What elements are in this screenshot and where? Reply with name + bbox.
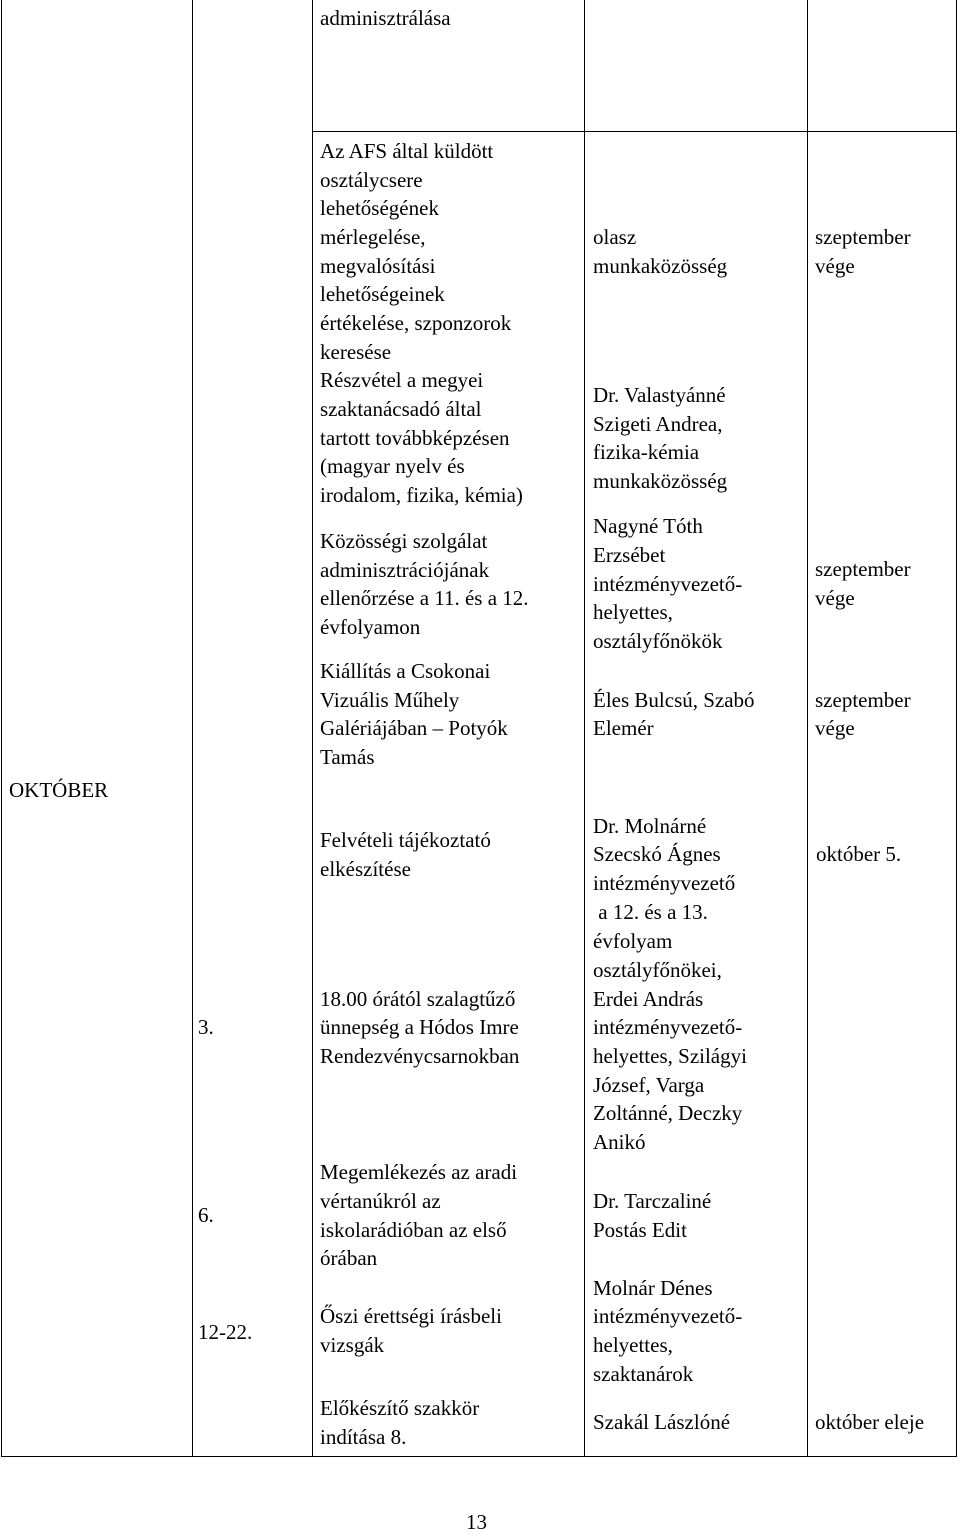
deadline-text: vége xyxy=(815,586,855,610)
task-text: Felvételi tájékoztató xyxy=(320,828,491,852)
responsible-text: Szecskó Ágnes xyxy=(593,842,721,866)
task-text: szaktanácsadó által xyxy=(320,397,482,421)
responsible-text: Szigeti Andrea, xyxy=(593,412,723,436)
responsible-text: helyettes, xyxy=(593,600,673,624)
responsible-text: Éles Bulcsú, Szabó xyxy=(593,688,755,712)
responsible-text: Postás Edit xyxy=(593,1218,687,1242)
task-text: Galériájában – Potyók xyxy=(320,716,508,740)
responsible-text: Elemér xyxy=(593,716,654,740)
responsible-text: József, Varga xyxy=(593,1073,705,1097)
column-divider-deadline xyxy=(807,0,808,1456)
month-label: OKTÓBER xyxy=(9,778,109,802)
column-divider-day xyxy=(192,0,193,1456)
responsible-text: Szakál Lászlóné xyxy=(593,1410,731,1434)
responsible-text: évfolyam xyxy=(593,929,673,953)
responsible-text: Nagyné Tóth xyxy=(593,514,703,538)
deadline-text: október 5. xyxy=(816,842,902,866)
responsible-text: helyettes, Szilágyi xyxy=(593,1044,747,1068)
responsible-text: helyettes, xyxy=(593,1333,673,1357)
responsible-text: Anikó xyxy=(593,1130,646,1154)
task-text: évfolyamon xyxy=(320,615,421,639)
task-text: Részvétel a megyei xyxy=(320,368,484,392)
task-text: lehetőségének xyxy=(320,196,439,220)
task-text: megvalósítási xyxy=(320,254,436,278)
task-text: Őszi érettségi írásbeli xyxy=(320,1304,502,1328)
task-text: Rendezvénycsarnokban xyxy=(320,1044,520,1068)
task-text: elkészítése xyxy=(320,857,411,881)
task-text: Kiállítás a Csokonai xyxy=(320,659,491,683)
responsible-text: Zoltánné, Deczky xyxy=(593,1101,743,1125)
task-text: vértanúkról az xyxy=(320,1189,441,1213)
responsible-text: Dr. Valastyánné xyxy=(593,383,726,407)
table-border-right xyxy=(956,0,957,1456)
column-divider-task xyxy=(312,0,313,1456)
task-text: keresése xyxy=(320,340,392,364)
responsible-text: fizika-kémia xyxy=(593,440,700,464)
task-text: Az AFS által küldött xyxy=(320,139,494,163)
task-text: 18.00 órától szalagtűző xyxy=(320,987,516,1011)
task-text: ellenőrzése a 11. és a 12. xyxy=(320,586,529,610)
responsible-text: osztályfőnökei, xyxy=(593,958,722,982)
responsible-text: Erzsébet xyxy=(593,543,666,567)
table-border-bottom xyxy=(1,1456,957,1457)
task-text: Közösségi szolgálat xyxy=(320,529,488,553)
deadline-text: szeptember xyxy=(815,225,911,249)
table-border-left xyxy=(1,0,2,1456)
responsible-text: intézményvezető- xyxy=(593,1015,743,1039)
task-text: Előkészítő szakkör xyxy=(320,1396,480,1420)
responsible-text: Erdei András xyxy=(593,987,704,1011)
responsible-text: munkaközösség xyxy=(593,254,728,278)
responsible-text: intézményvezető- xyxy=(593,572,743,596)
task-text: Tamás xyxy=(320,745,375,769)
responsible-text: a 12. és a 13. xyxy=(593,900,708,924)
task-text: vizsgák xyxy=(320,1333,385,1357)
responsible-text: intézményvezető- xyxy=(593,1304,743,1328)
task-text: adminisztrálása xyxy=(320,6,451,30)
deadline-text: szeptember xyxy=(815,688,911,712)
deadline-text: szeptember xyxy=(815,557,911,581)
responsible-text: olasz xyxy=(593,225,637,249)
day-label: 12-22. xyxy=(198,1320,253,1344)
task-text: Vizuális Műhely xyxy=(320,688,460,712)
task-text: órában xyxy=(320,1246,378,1270)
task-text: értékelése, szponzorok xyxy=(320,311,512,335)
row-divider-1 xyxy=(312,131,957,132)
task-text: osztálycsere xyxy=(320,168,423,192)
task-text: adminisztrációjának xyxy=(320,558,490,582)
deadline-text: október eleje xyxy=(815,1410,925,1434)
task-text: mérlegelése, xyxy=(320,225,426,249)
responsible-text: Dr. Molnárné xyxy=(593,814,707,838)
deadline-text: vége xyxy=(815,716,855,740)
task-text: (magyar nyelv és xyxy=(320,454,465,478)
responsible-text: munkaközösség xyxy=(593,469,728,493)
deadline-text: vége xyxy=(815,254,855,278)
page-number: 13 xyxy=(466,1510,487,1534)
task-text: ünnepség a Hódos Imre xyxy=(320,1015,519,1039)
responsible-text: Molnár Dénes xyxy=(593,1276,713,1300)
task-text: iskolarádióban az első xyxy=(320,1218,507,1242)
responsible-text: szaktanárok xyxy=(593,1362,694,1386)
task-text: lehetőségeinek xyxy=(320,282,445,306)
task-text: tartott továbbképzésen xyxy=(320,426,510,450)
responsible-text: intézményvezető xyxy=(593,871,736,895)
responsible-text: Dr. Tarczaliné xyxy=(593,1189,712,1213)
task-text: Megemlékezés az aradi xyxy=(320,1160,518,1184)
task-text: indítása 8. xyxy=(320,1425,407,1449)
day-label: 6. xyxy=(198,1203,214,1227)
day-label: 3. xyxy=(198,1015,214,1039)
task-text: irodalom, fizika, kémia) xyxy=(320,483,523,507)
responsible-text: osztályfőnökök xyxy=(593,629,723,653)
column-divider-responsible xyxy=(584,0,585,1456)
